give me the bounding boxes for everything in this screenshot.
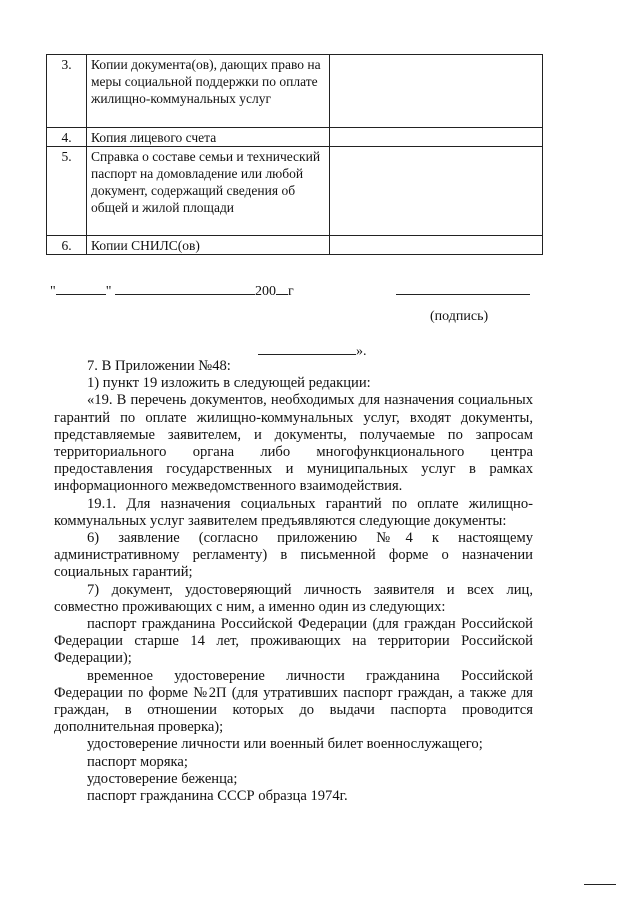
documents-table [46, 54, 543, 255]
row-number: 4. [47, 128, 87, 147]
row-number: 6. [47, 236, 87, 255]
row-document: Справка о составе семьи и технический паспорт на домовладение или любой документ, содержащий сведения об общей и жилой площади [87, 147, 330, 236]
closing-underline [258, 341, 356, 355]
document-body [54, 358, 533, 805]
quote-open: " [50, 284, 56, 299]
row-document: Копии СНИЛС(ов) [87, 236, 330, 255]
table-row [47, 236, 543, 255]
paragraph: 1) пункт 19 изложить в следующей редакции: [87, 375, 371, 392]
row-document: Копия лицевого счета [87, 128, 330, 147]
row-document: Копии документа(ов), дающих право на меры социальной поддержки по оплате жилищно-коммунальных услуг [87, 55, 330, 128]
list-item: удостоверение беженца; [87, 770, 238, 787]
list-item: удостоверение личности или военный билет военнослужащего; [87, 736, 483, 753]
row-number: 3. [47, 55, 87, 128]
year-suffix: г [287, 284, 294, 299]
day-blank [56, 281, 106, 295]
quote-close: " [105, 284, 112, 299]
row-note [330, 147, 543, 236]
footer-line [584, 884, 616, 885]
paragraph: паспорт гражданина Российской Федерации (для граждан Российской Федерации старше 14 лет, проживающих на территории Российской Федерации); [54, 616, 533, 667]
paragraph: 6) заявление (согласно приложению №4 к настоящему административному регламенту) в письменной форме о назначении социальных гарантий; [54, 530, 533, 581]
year-blank [276, 281, 288, 295]
signature-label: (подпись) [430, 309, 489, 324]
closing-quote: ». [356, 344, 367, 359]
paragraph: 7) документ, удостоверяющий личность заявителя и всех лиц, совместно проживающих с ним, а именно один из следующих: [54, 581, 533, 615]
row-note [330, 55, 543, 128]
date-field [50, 281, 294, 300]
list-item: паспорт моряка; [87, 753, 188, 770]
month-blank [115, 281, 255, 295]
row-number: 5. [47, 147, 87, 236]
row-note [330, 128, 543, 147]
table-row [47, 55, 543, 128]
signature-line [396, 294, 530, 295]
paragraph: временное удостоверение личности гражданина Российской Федерации по форме №2П (для утративших паспорт граждан, а также для граждан, в отношении которых до выдачи паспорта проводится дополнительная проверка); [54, 667, 533, 736]
row-note [330, 236, 543, 255]
table-row [47, 147, 543, 236]
paragraph: «19. В перечень документов, необходимых для назначения социальных гарантий по оплате жилищно-коммунальных услуг, входят документы, представляемые заявителем, и документы, получаемые по запросам территориального органа либо многофункционального центра предоставления государственных и муниципальных услуг в рамках информационного межведомственного взаимодействия. [54, 392, 533, 495]
paragraph: 19.1. Для назначения социальных гарантий по оплате жилищно-коммунальных услуг заявителем предъявляются следующие документы: [54, 495, 533, 529]
table-row [47, 128, 543, 147]
list-item: паспорт гражданина СССР образца 1974г. [87, 788, 348, 805]
year-prefix: 200 [254, 284, 276, 299]
section-heading: 7. В Приложении №48: [87, 358, 231, 374]
